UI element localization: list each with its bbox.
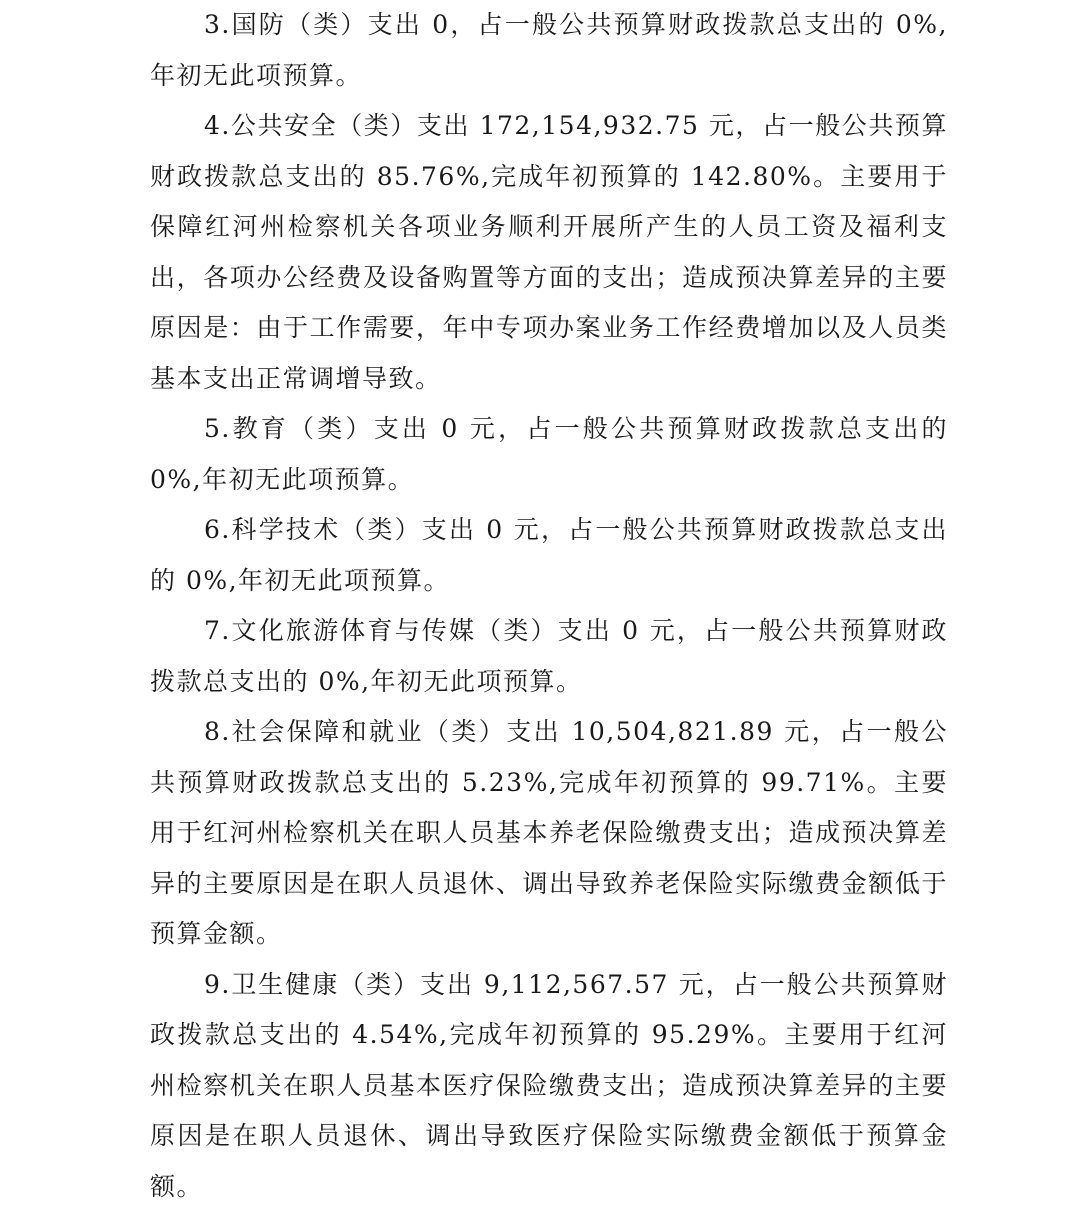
document-body (150, 0, 948, 1212)
paragraph-health: 9.卫生健康（类）支出 9,112,567.57 元，占一般公共预算财政拨款总支出的 4.54%,完成年初预算的 95.29%。主要用于红河州检察机关在职人员基本医疗保险缴费支出；造成预决算差异的主要原因是在职人员退休、调出导致医疗保险实际缴费金额低于预算金额。 (150, 960, 948, 1212)
paragraph-science-technology: 6.科学技术（类）支出 0 元，占一般公共预算财政拨款总支出的 0%,年初无此项预算。 (150, 505, 948, 606)
paragraph-culture-tourism-sports-media: 7.文化旅游体育与传媒（类）支出 0 元，占一般公共预算财政拨款总支出的 0%,年初无此项预算。 (150, 606, 948, 707)
paragraph-social-security-employment: 8.社会保障和就业（类）支出 10,504,821.89 元，占一般公共预算财政拨款总支出的 5.23%,完成年初预算的 99.71%。主要用于红河州检察机关在职人员基本养老保险缴费支出；造成预决算差异的主要原因是在职人员退休、调出导致养老保险实际缴费金额低于预算金额。 (150, 707, 948, 960)
paragraph-public-security: 4.公共安全（类）支出 172,154,932.75 元，占一般公共预算财政拨款总支出的 85.76%,完成年初预算的 142.80%。主要用于保障红河州检察机关各项业务顺利开展所产生的人员工资及福利支出，各项办公经费及设备购置等方面的支出；造成预决算差异的主要原因是：由于工作需要，年中专项办案业务工作经费增加以及人员类基本支出正常调增导致。 (150, 101, 948, 404)
paragraph-education: 5.教育（类）支出 0 元，占一般公共预算财政拨款总支出的 0%,年初无此项预算。 (150, 404, 948, 505)
paragraph-national-defense: 3.国防（类）支出 0，占一般公共预算财政拨款总支出的 0%,年初无此项预算。 (150, 0, 948, 101)
